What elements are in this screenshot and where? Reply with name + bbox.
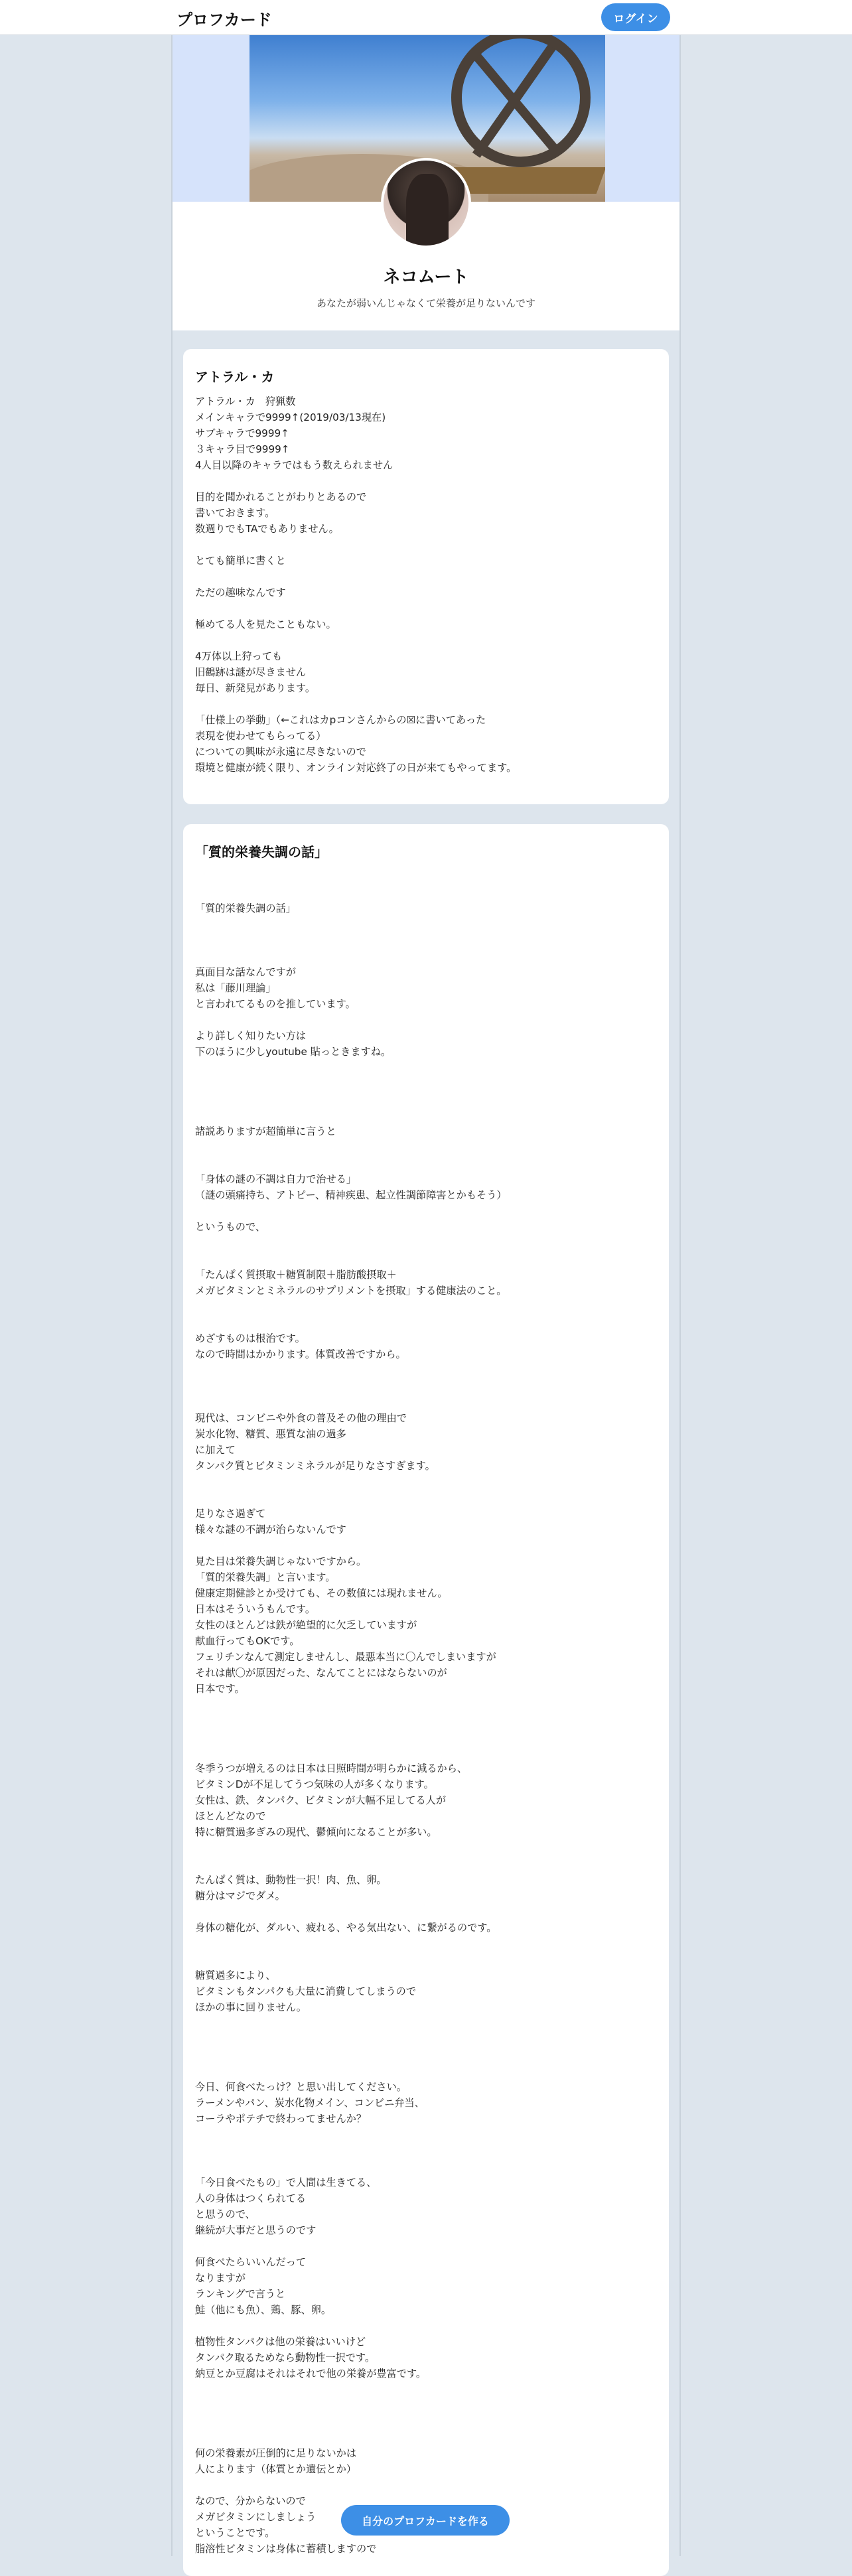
- profile-card-atoral: [183, 349, 669, 804]
- profile-bio: あなたが弱いんじゃなくて栄養が足りないんです: [316, 297, 535, 309]
- avatar: [381, 158, 471, 248]
- profile-header: [173, 35, 679, 330]
- app-title[interactable]: プロフカード: [177, 11, 272, 29]
- profile-column: [171, 35, 681, 2556]
- card-title: 「質的栄養失調の話」: [195, 844, 328, 860]
- profile-name: ネコムート: [383, 267, 469, 287]
- top-bar: [0, 0, 852, 35]
- profile-card-nutrition: [183, 824, 669, 2576]
- create-profile-card-button[interactable]: 自分のプロフカードを作る: [341, 2505, 510, 2536]
- card-title: アトラル・カ: [195, 369, 275, 385]
- card-body: アトラル・カ 狩猟数 メインキャラで9999↑(2019/03/13現在) サブキャラで9999↑ ３キャラ目で9999↑ 4人目以降のキャラではもう数えられません 目的を聞かれることがわりとあるので 書いておきます。 数週りでもTAでもありません。 とても簡単に書くと ただの趣味なんです 極めてる人を見たこともない。 4万体以上狩っても 旧鶴跡は謎が尽きません 毎日、新発見があります。 「仕様上の挙動」（←これはカpコンさんからの☒に書いてあった 表現を使わせてもらってる） についての興味が永遠に尽きないので 環境と健康が続く限り、オンライン対応終了の日が来てもやってます。: [195, 395, 517, 774]
- card-body: 「質的栄養失調の話」 真面目な話なんですが 私は「藤川理論」 と言われてるものを推しています。 より詳しく知りたい方は 下のほうに少しyoutube 貼っときますね。 諸説ありますが超簡単に言うと 「身体の謎の不調は自力で治せる」 （謎の頭痛持ち、アトピー、精神疾患、起立性調節障害とかもそう） というもので、 「たんぱく質摂取＋糖質制限＋脂肪酸摂取＋ メガビタミンとミネラルのサプリメントを摂取」する健康法のこと。 めざすものは根治です。 なので時間はかかります。体質改善ですから。 現代は、コンビニや外食の普及その他の理由で 炭水化物、糖質、悪質な油の過多 に加えて タンパク質とビタミンミネラルが足りなさすぎます。 足りなさ過ぎて 様々な謎の不調が治らないんです 見た目は栄養失調じゃないですから。 「質的栄養失調」と言います。 健康定期健診とか受けても、その数値には現れません。 日本はそういうもんです。 女性のほとんどは鉄が絶望的に欠乏していますが 献血行ってもOKです。 フェリチンなんて測定しませんし、最悪本当に〇んでしまいますが それは献〇が原因だった、なんてことにはならないのが 日本です。 冬季うつが増えるのは日本は日照時間が明らかに減るから、 ビタミンDが不足してうつ気味の人が多くなります。 女性は、鉄、タンパク、ビタミンが大幅不足してる人が ほとんどなので 特に糖質過多ぎみの現代、鬱傾向になることが多い。 たんぱく質は、動物性一択！肉、魚、卵。 糖分はマジでダメ。 身体の糖化が、ダルい、疲れる、やる気出ない、に繋がるのです。 糖質過多により、 ビタミンもタンパクも大量に消費してしまうので ほかの事に回りません。 今日、何食べたっけ？と思い出してください。 ラーメンやパン、炭水化物メイン、コンビニ弁当、 コーラやポテチで終わってませんか？ 「今日食べたもの」で人間は生きてる、 人の身体はつくられてる と思うので、 継続が大事だと思うのです 何食べたらいいんだって なりますが ランキングで言うと 鮭（他にも魚）、鶏、豚、卵。 植物性タンパクは他の栄養はいいけど タンパク取るためなら動物性一択です。 納豆とか豆腐はそれはそれで他の栄養が豊富です。 何の栄養素が圧倒的に足りないかは 人によります（体質とか遺伝とか） なので、分からないので メガビタミンにしましょう ということです。 脂溶性ビタミンは身体に蓄積しますので: [195, 902, 507, 2555]
- login-button[interactable]: ログイン: [601, 3, 670, 31]
